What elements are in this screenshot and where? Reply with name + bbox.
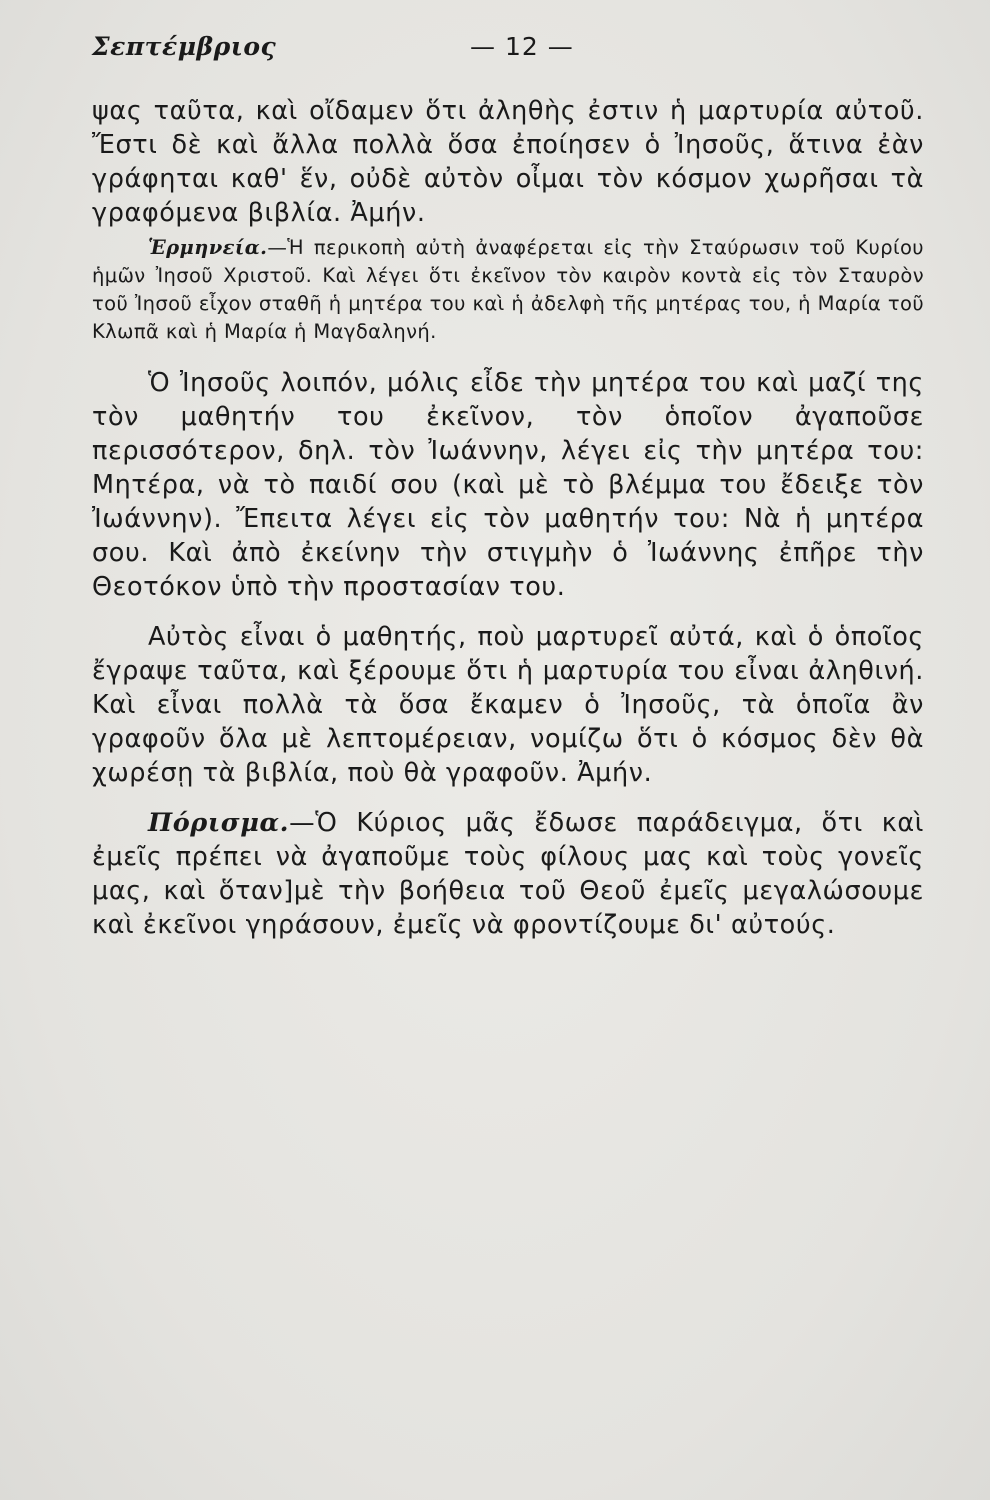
body-text [92, 94, 924, 942]
page-number: — 12 — [470, 32, 574, 61]
interpretation-dash: — [267, 236, 288, 259]
interpretation-label: Ἑρμηνεία. [148, 236, 268, 259]
commentary-paragraph-2: Αὐτὸς εἶναι ὁ μαθητής, ποὺ μαρτυρεῖ αὐτά, καὶ ὁ ὁποῖος ἔγραψε ταῦτα, καὶ ξέρουμε ὅτι ἡ μαρτυρία του εἶναι ἀληθινή. Καὶ εἶναι πολλὰ τὰ ὅσα ἔκαμεν ὁ Ἰησοῦς, τὰ ὁποῖα ἂν γραφοῦν ὅλα μὲ λεπτομέρειαν, νομίζω ὅτι ὁ κόσμος δὲν θὰ χωρέσῃ τὰ βιβλία, ποὺ θὰ γραφοῦν. Ἀμήν. [92, 622, 924, 788]
running-header [92, 28, 928, 68]
conclusion-label: Πόρισμα. [148, 808, 290, 838]
conclusion-paragraph [92, 806, 924, 942]
commentary-paragraph-1: Ὁ Ἰησοῦς λοιπόν, μόλις εἶδε τὴν μητέρα του καὶ μαζί της τὸν μαθητήν του ἐκεῖνον, τὸν ὁποῖον ἀγαποῦσε περισσότερον, δηλ. τὸν Ἰωάννην, λέγει εἰς τὴν μητέρα του: Μητέρα, νὰ τὸ παιδί σου (καὶ μὲ τὸ βλέμμα του ἔδειξε τὸν Ἰωάννην). Ἔπειτα λέγει εἰς τὸν μαθητήν του: Νὰ ἡ μητέρα σου. Καὶ ἀπὸ ἐκείνην τὴν στιγμὴν ὁ Ἰωάννης ἐπῆρε τὴν Θεοτόκον ὑπὸ τὴν προστασίαν του. [92, 368, 924, 602]
scripture-paragraph: ψας ταῦτα, καὶ οἴδαμεν ὅτι ἀληθὴς ἐστιν ἡ μαρτυρία αὐτοῦ. Ἔστι δὲ καὶ ἄλλα πολλὰ ὅσα ἐποίησεν ὁ Ἰησοῦς, ἅτινα ἐὰν γράφηται καθ' ἕν, οὐδὲ αὐτὸν οἶμαι τὸν κόσμον χωρῆσαι τὰ γραφόμενα βιβλία. Ἀμήν. [92, 96, 924, 228]
conclusion-text: Ὁ Κύριος μᾶς ἔδωσε παράδειγμα, ὅτι καὶ ἐμεῖς πρέπει νὰ ἀγαποῦμε τοὺς φίλους μας καὶ τοὺς γονεῖς μας, καὶ ὅταν]μὲ τὴν βοήθεια τοῦ Θεοῦ ἐμεῖς μεγαλώσουμε καὶ ἐκεῖνοι γηράσουν, ἐμεῖς νὰ φροντίζουμε δι' αὐτούς. [92, 808, 924, 940]
chapter-title: Σεπτέμβριος [92, 32, 277, 61]
interpretation-text: Ἡ περικοπὴ αὐτὴ ἀναφέρεται εἰς τὴν Σταύρωσιν τοῦ Κυρίου ἡμῶν Ἰησοῦ Χριστοῦ. Καὶ λέγει ὅτι ἐκεῖνον τὸν καιρὸν κοντὰ εἰς τὸν Σταυρὸν τοῦ Ἰησοῦ εἶχον σταθῆ ἡ μητέρα του καὶ ἡ ἀδελφὴ τῆς μητέρας του, ἡ Μαρία τοῦ Κλωπᾶ καὶ ἡ Μαρία ἡ Μαγδαληνή. [92, 236, 924, 343]
interpretation-paragraph [92, 234, 924, 346]
conclusion-dash: — [289, 808, 316, 838]
